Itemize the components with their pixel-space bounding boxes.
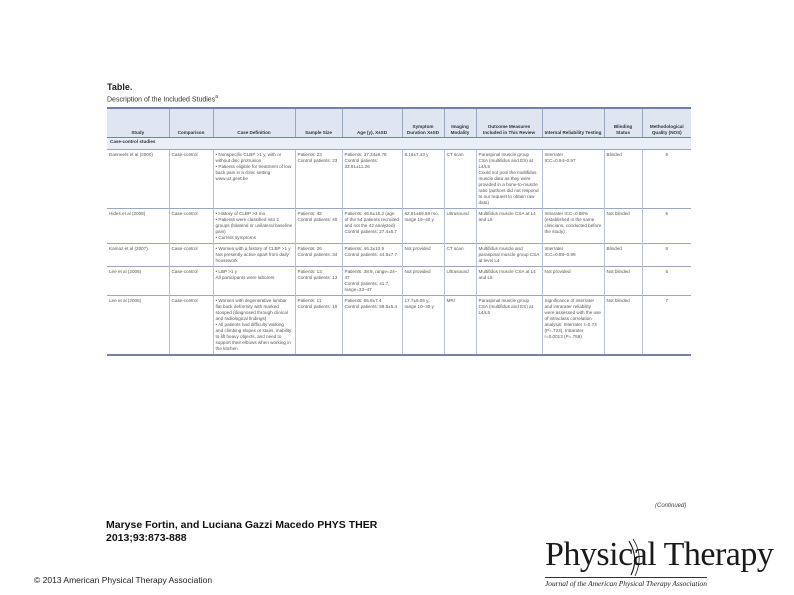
- table-row: [107, 150, 691, 209]
- cell-line: Control patients: 41.7, range=33–47: [344, 281, 390, 293]
- cell-line: Control patients: 10: [297, 304, 338, 310]
- table-row: [107, 296, 691, 356]
- cell-line: Interrater: [544, 152, 564, 158]
- cell-line: Patients: 42: [297, 211, 322, 217]
- cell-line: Control patients: 44.6±7.7: [344, 252, 398, 258]
- cell-line: Control patients: 27.4±5.7: [344, 229, 398, 235]
- cell-case-definition: [213, 267, 295, 296]
- table-row: [107, 267, 691, 296]
- cell-line: 62.91±69.58 mo, range 15–40 y: [404, 211, 439, 223]
- table-header-row: [107, 108, 691, 138]
- cell-line: Patients: 11: [297, 298, 322, 304]
- table-caption-text: Description of the Included Studies: [107, 96, 216, 104]
- cell-line: Patients: 46.8±15.2 (age of the 54 patients recruited and not the 42 analyzed): [344, 211, 399, 229]
- table-title: Table.: [107, 82, 133, 92]
- column-header-internal-reliability: Internal Reliability Testing: [542, 108, 604, 138]
- cell-line: Intrarater ICC=0.88% (established in the same clinicians, conducted before the study): [544, 211, 602, 235]
- cell-internal-reliability: [542, 244, 604, 267]
- column-header-outcome-measures: Outcome Measures Included in This Review: [476, 108, 542, 138]
- cell-comparison: Case-control: [169, 296, 213, 356]
- cell-line: Patients: 23: [297, 152, 322, 158]
- cell-symptom-duration: [402, 244, 444, 267]
- journal-logo-wordmark: Physical Therapy: [545, 536, 774, 573]
- cell-line: Not provided: [544, 269, 571, 275]
- cell-internal-reliability: [542, 150, 604, 209]
- cell-line: Not provided: [404, 246, 431, 252]
- cell-line: • Current symptoms: [215, 235, 256, 241]
- cell-methodological-quality: 7: [642, 296, 691, 356]
- cell-internal-reliability: [542, 209, 604, 244]
- cell-line: Could not pool the multifidus muscle data as they were provided in a bone-to-muscle ratio (authors did not respond to our request to obtain raw data): [478, 170, 539, 206]
- cell-outcome-measures: [476, 244, 542, 267]
- cell-outcome-measures: [476, 267, 542, 296]
- swoosh-icon: [545, 537, 781, 577]
- section-label: Case-control studies: [107, 138, 691, 150]
- cell-symptom-duration: [402, 267, 444, 296]
- cell-outcome-measures: [476, 150, 542, 209]
- cell-age: [342, 244, 402, 267]
- cell-comparison: Case-control: [169, 244, 213, 267]
- cell-case-definition: [213, 209, 295, 244]
- cell-line: • Women with a history of CLBP >1 y: [215, 246, 291, 252]
- table-caption-superscript: a: [215, 94, 218, 100]
- cell-comparison: Case-control: [169, 150, 213, 209]
- cell-line: Blinded: [606, 246, 622, 252]
- cell-methodological-quality: 6: [642, 150, 691, 209]
- table-row: [107, 244, 691, 267]
- cell-line: Multifidus muscle CSA at L4 and L5: [478, 211, 536, 223]
- citation-journal: 2013;93:873-888: [106, 532, 187, 544]
- cell-line: Patients: 13: [297, 269, 322, 275]
- cell-outcome-measures: [476, 209, 542, 244]
- cell-line: Patients: 38.9, range=24–47: [344, 269, 398, 281]
- column-header-study: Study: [107, 108, 169, 138]
- cell-imaging-modality: MRI: [444, 296, 476, 356]
- cell-age: [342, 296, 402, 356]
- journal-logo-title: [545, 537, 781, 573]
- table-caption: [107, 93, 689, 104]
- column-header-symptom-duration: Symptom Duration X±SD: [402, 108, 444, 138]
- citation: [106, 519, 377, 545]
- copyright-notice: © 2013 American Physical Therapy Association: [34, 575, 213, 585]
- column-header-sample-size: Sample Size: [295, 108, 342, 138]
- cell-line: Not blinded: [606, 269, 630, 275]
- section-row: [107, 138, 691, 150]
- cell-sample-size: [295, 267, 342, 296]
- cell-line: Patients: 26: [297, 246, 322, 252]
- cell-line: ICC=0.88–0.99: [544, 252, 576, 258]
- cell-line: Patients: 46.3±10.9: [344, 246, 385, 252]
- cell-sample-size: [295, 209, 342, 244]
- cell-line: ICC=0.94–0.97: [544, 158, 576, 164]
- citation-authors: Maryse Fortin, and Luciana Gazzi Macedo PHYS THER: [106, 519, 378, 531]
- cell-imaging-modality: Ultrasound: [444, 267, 476, 296]
- cell-line: Control patients: 59.8±5.4: [344, 304, 398, 310]
- cell-line: Control patients: 13: [297, 275, 338, 281]
- cell-comparison: Case-control: [169, 209, 213, 244]
- cell-blinding-status: [604, 296, 642, 356]
- cell-line: • All patients had difficulty walking and climbing slopes or stairs, inability to lift heavy objects, and need to support their elbows when working in the kitchen: [215, 322, 292, 352]
- cell-imaging-modality: Ultrasound: [444, 209, 476, 244]
- cell-study: Lee et al (2006): [107, 296, 169, 356]
- cell-sample-size: [295, 244, 342, 267]
- cell-line: Not blinded: [606, 298, 630, 304]
- cell-line: www.uz.gent.be: [215, 176, 248, 182]
- cell-line: Multifidus muscle CSA at L4 and L5: [478, 269, 536, 281]
- cell-line: • Women with degenerative lumbar flat back deformity with marked stooped (diagnosed through clinical and radiological findings): [215, 298, 288, 322]
- cell-symptom-duration: [402, 150, 444, 209]
- cell-case-definition: [213, 150, 295, 209]
- cell-symptom-duration: [402, 296, 444, 356]
- cell-line: All participants were laborers: [215, 275, 275, 281]
- cell-age: [342, 150, 402, 209]
- table-document: [107, 82, 689, 356]
- cell-line: Significance of interrater and intrarater reliability were assessed with the use of intraclass correlation analysis: Interrater r=0.73 (P=.723), Intrarater r=0.0013 (P=.758): [544, 298, 601, 340]
- cell-blinding-status: [604, 267, 642, 296]
- cell-line: Paraspinal muscle group CSA (multifidus and ES) at L4/L5: [478, 152, 533, 170]
- cell-line: Multifidus muscle and paraspinal muscle group CSA at level L4: [478, 246, 540, 264]
- cell-methodological-quality: 5: [642, 209, 691, 244]
- continued-label: (Continued): [655, 503, 687, 509]
- cell-imaging-modality: CT scan: [444, 150, 476, 209]
- column-header-blinding-status: Blinding Status: [604, 108, 642, 138]
- cell-line: Paraspinal muscle group CSA (multifidus and ES) at L4/L5: [478, 298, 533, 316]
- cell-line: • History of CLBP >3 mo: [215, 211, 266, 217]
- cell-case-definition: [213, 296, 295, 356]
- cell-line: Blinded: [606, 152, 622, 158]
- cell-study: Kamaz et al (2007): [107, 244, 169, 267]
- cell-line: Not presently active apart from daily housework: [215, 252, 289, 264]
- cell-study: Hides et al (2008): [107, 209, 169, 244]
- column-header-case-definition: Case Definition: [213, 108, 295, 138]
- cell-line: Control patients: 33.91±11.26: [344, 158, 378, 170]
- cell-study: Lee et al (2006): [107, 267, 169, 296]
- column-header-age: Age (y), X±SD: [342, 108, 402, 138]
- cell-study: Danneels et al (2000): [107, 150, 169, 209]
- cell-methodological-quality: 6: [642, 244, 691, 267]
- cell-line: Patients: 37.34±9.78: [344, 152, 387, 158]
- cell-line: 17.7±9.05 y, range 10–30 y: [404, 298, 434, 310]
- cell-symptom-duration: [402, 209, 444, 244]
- cell-age: [342, 209, 402, 244]
- cell-line: Interrater: [544, 246, 564, 252]
- cell-line: 8.16±7.43 y: [404, 152, 429, 158]
- cell-line: • Patients eligible for treatment of low back pain in a clinic setting: [215, 164, 292, 176]
- cell-blinding-status: [604, 209, 642, 244]
- cell-case-definition: [213, 244, 295, 267]
- column-header-methodological-quality: Methodological Quality (NOS): [642, 108, 691, 138]
- cell-blinding-status: [604, 244, 642, 267]
- cell-line: Not blinded: [606, 211, 630, 217]
- cell-line: • LBP >1 y: [215, 269, 238, 275]
- cell-comparison: Case-control: [169, 267, 213, 296]
- cell-line: Patients: 65.8±7.4: [344, 298, 382, 304]
- cell-age: [342, 267, 402, 296]
- journal-logo: [545, 537, 781, 587]
- column-header-imaging-modality: Imaging Modality: [444, 108, 476, 138]
- cell-line: • Nonspecific CLBP >1 y, with or without disc protrusion: [215, 152, 282, 164]
- cell-internal-reliability: [542, 296, 604, 356]
- cell-methodological-quality: 5: [642, 267, 691, 296]
- cell-blinding-status: [604, 150, 642, 209]
- studies-table: [107, 107, 691, 356]
- table-row: [107, 209, 691, 244]
- cell-line: Not provided: [404, 269, 431, 275]
- cell-sample-size: [295, 296, 342, 356]
- cell-imaging-modality: CT scan: [444, 244, 476, 267]
- cell-line: • Patients were classified into 2 groups (bilateral or unilateral baseline pain): [215, 217, 293, 235]
- cell-line: Control patients: 34: [297, 252, 338, 258]
- cell-line: Control patients: 40: [297, 217, 338, 223]
- journal-logo-subtitle: Journal of the American Physical Therapy Association: [545, 579, 707, 588]
- cell-sample-size: [295, 150, 342, 209]
- cell-outcome-measures: [476, 296, 542, 356]
- cell-line: Control patients: 23: [297, 158, 338, 164]
- cell-internal-reliability: [542, 267, 604, 296]
- column-header-comparison: Comparison: [169, 108, 213, 138]
